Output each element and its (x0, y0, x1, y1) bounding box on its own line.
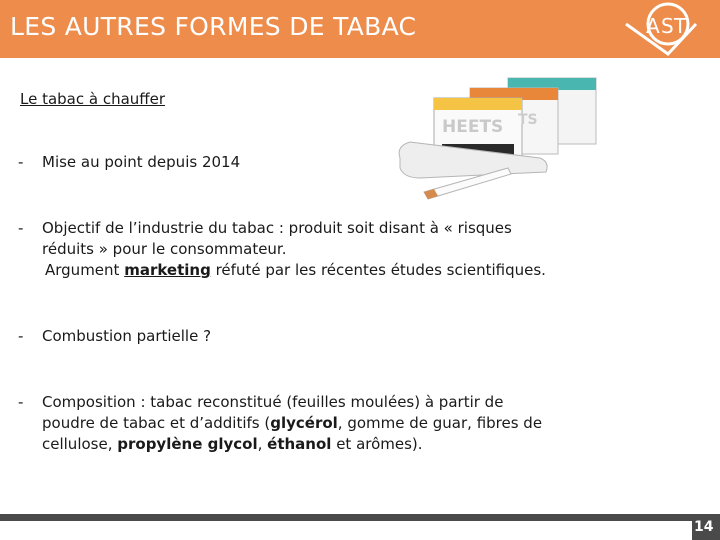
marketing-emphasis: marketing (124, 261, 211, 279)
bullet-combustion (18, 326, 211, 347)
bullet-text-line: , gomme de guar, fibres de (337, 414, 543, 432)
footer-bar (0, 514, 692, 521)
bullet-text-line: réfuté par les récentes études scientifiques. (210, 261, 546, 279)
bullet-text-line: cellulose, (42, 435, 118, 453)
svg-text:T: T (674, 14, 687, 38)
bullet-text-line: poudre de tabac et d’additifs ( (42, 414, 271, 432)
bullet-objective (18, 218, 678, 281)
header-bar (0, 0, 720, 58)
bullet-text: Combustion partielle ? (42, 327, 212, 345)
bullet-text-line: Argument (45, 261, 125, 279)
svg-text:S: S (661, 14, 674, 38)
bullet-composition (18, 392, 668, 455)
svg-text:TS: TS (518, 112, 538, 128)
propylene-glycol-emphasis: propylène glycol (117, 435, 258, 453)
bullet-date (18, 152, 240, 173)
bullet-dash: - (18, 393, 24, 411)
page-number: 14 (694, 519, 714, 535)
bullet-dash: - (18, 219, 24, 237)
bullet-text-line: et arômes). (331, 435, 423, 453)
page-title: LES AUTRES FORMES DE TABAC (10, 12, 417, 41)
ast-logo (618, 2, 702, 56)
svg-text:HEETS: HEETS (442, 117, 504, 137)
bullet-text-line: Objectif de l’industrie du tabac : produit soit disant à « risques (42, 219, 512, 237)
bullet-text-line: , (257, 435, 268, 453)
svg-text:A: A (646, 14, 660, 38)
bullet-text-line: réduits » pour le consommateur. (42, 240, 287, 258)
bullet-dash: - (18, 327, 24, 345)
bullet-text: Mise au point depuis 2014 (42, 153, 241, 171)
ethanol-emphasis: éthanol (267, 435, 332, 453)
bullet-text-line: Composition : tabac reconstitué (feuilles moulées) à partir de (42, 393, 504, 411)
section-subtitle: Le tabac à chauffer (20, 90, 166, 108)
glycerol-emphasis: glycérol (270, 414, 338, 432)
bullet-dash: - (18, 153, 24, 171)
heets-product-image (390, 72, 602, 202)
